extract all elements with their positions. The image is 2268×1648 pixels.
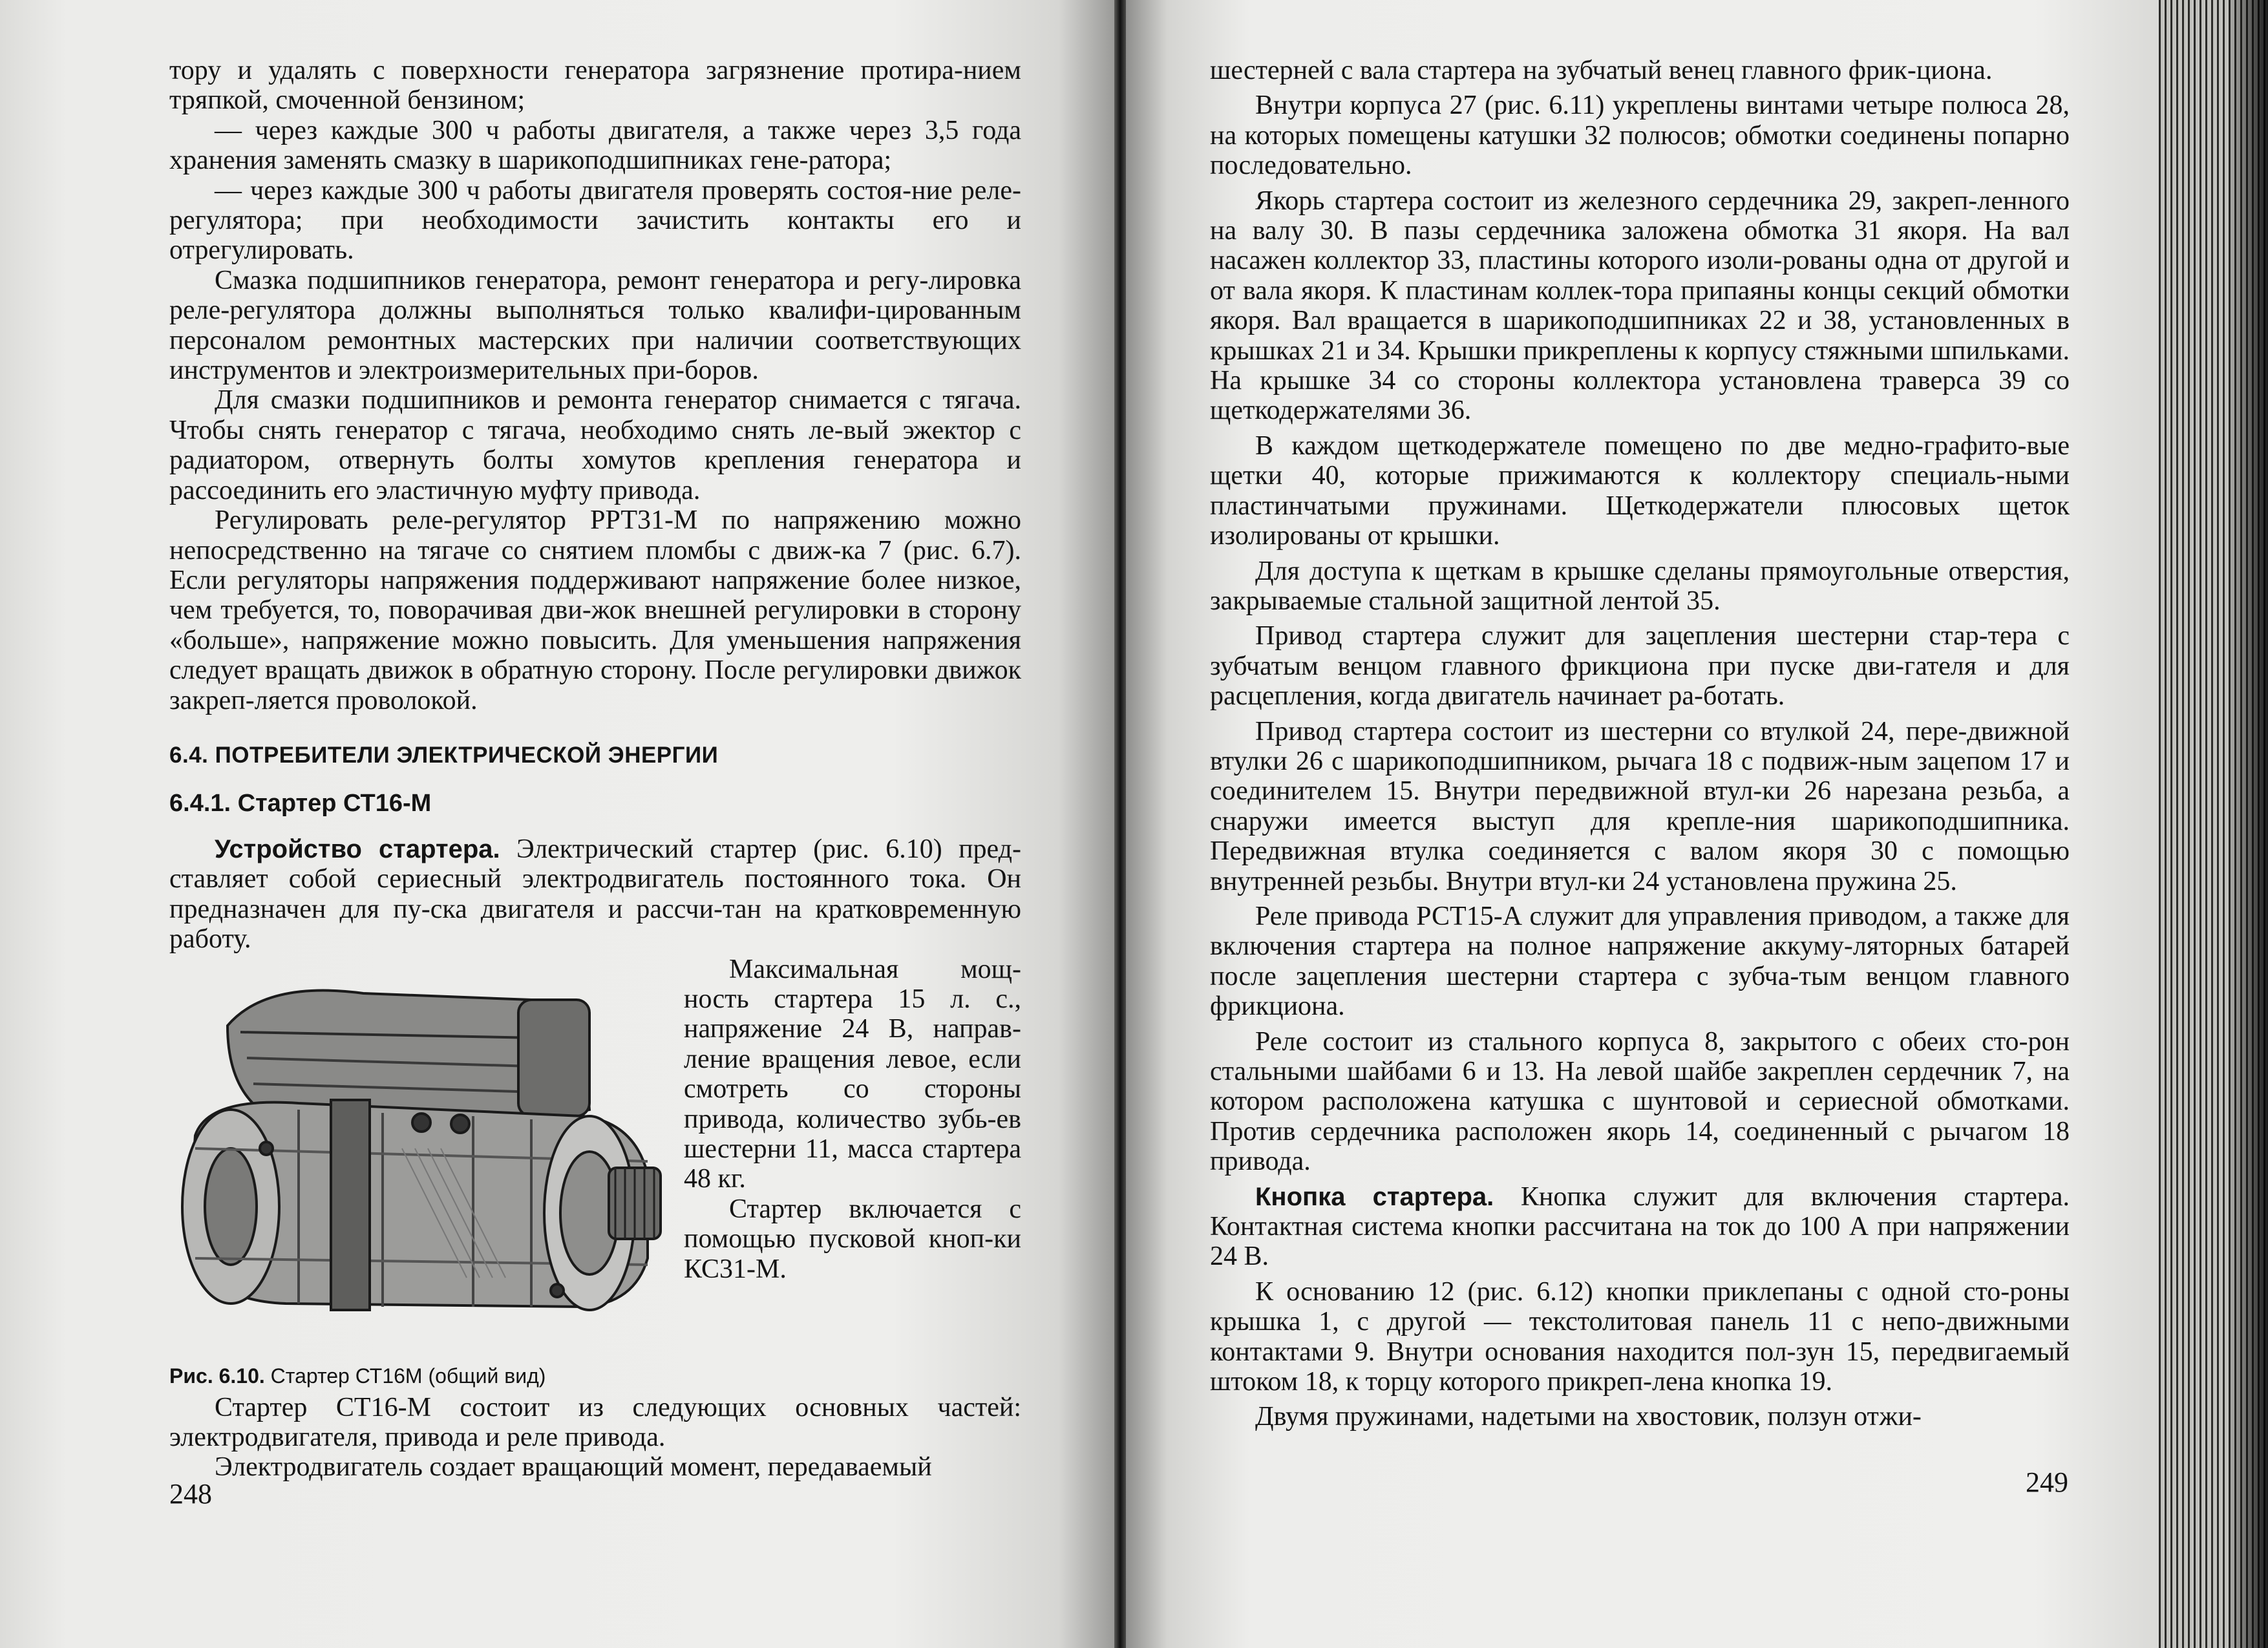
run-in-heading: Кнопка стартера. (1255, 1182, 1494, 1211)
paragraph: Якорь стартера состоит из железного сердечника 29, закреп-ленного на валу 30. В пазы сердечника заложена обмотка 31 якоря. На вал насажен коллектор 33, пластины которого изоли-рованы одна от другой и от вала якоря. К пластинам коллек-тора припаяны концы секций обмотки якоря. Вал вращается в шарикоподшипниках 22 и 38, установленных в крышках 21 и 34. Крышки прикреплены к корпусу стяжными шпильками. На крышке 34 со стороны коллектора установлена траверса 39 со щеткодержателями 36. (1210, 185, 2070, 426)
mount-bolt (551, 1284, 564, 1297)
page-number-left: 248 (169, 1478, 212, 1510)
paragraph: Двумя пружинами, надетыми на хвостовик, ползун отжи- (1255, 1402, 1922, 1432)
paragraph: Для доступа к щеткам в крышке сделаны прямоугольные отверстия, закрываемые стальной защитной лентой 35. (1210, 556, 2070, 616)
left-text-column (169, 56, 1021, 1483)
paragraph: Смазка подшипников генератора, ремонт генератора и регу-лировка реле-регулятора должны выполняться только квалифи-цированным персоналом ремонтных мастерских при наличии соответствующих инструментов и электроизмерительных при-боров. (169, 265, 1021, 386)
paragraph: Привод стартера состоит из шестерни со втулкой 24, пере-движной втулки 26 с шарикоподшипником, рычага 18 с подвиж-ным зацепом 17 и соединителем 15. Внутри передвижной втул-ки 26 нарезана резьба, а снаружи имеется выступ для крепле-ния шарикоподшипника. Передвижная втулка соединяется с валом якоря 30 с помощью внутренней резьбы. Внутри втул-ки 24 установлена пружина 25. (1210, 716, 2070, 896)
paragraph: тору и удалять с поверхности генератора загрязнение протира-нием тряпкой, смоченной бензином; (169, 56, 1021, 116)
paragraph: Внутри корпуса 27 (рис. 6.11) укреплены винтами четыре полюса 28, на которых помещены катушки 32 полюсов; обмотки соединены попарно последовательно. (1210, 90, 2070, 181)
terminal-bolt (451, 1115, 469, 1133)
paragraph-text: Кнопка служит для включения стартера. Контактная система кнопки рассчитана на ток до 100 А при напряжении 24 В. (1210, 1181, 2070, 1272)
book-gutter (1114, 0, 1126, 1648)
paragraph: Привод стартера служит для зацепления шестерни стар-тера с зубчатым венцом главного фрикциона при пуске дви-гателя и для расцепления, когда двигатель начинает ра-ботать. (1210, 621, 2070, 712)
clamp-band (331, 1100, 370, 1310)
paragraph: шестерней с вала стартера на зубчатый венец главного фрик-циона. (1210, 56, 1993, 85)
section-heading: 6.4. ПОТРЕБИТЕЛИ ЭЛЕКТРИЧЕСКОЙ ЭНЕРГИИ (169, 742, 719, 768)
page-number-right: 249 (2026, 1466, 2068, 1498)
terminal-bolt (412, 1114, 430, 1132)
subsection-heading: 6.4.1. Стартер СТ16-М (169, 789, 432, 817)
paragraph-starter-device (169, 834, 1021, 955)
paragraph: Максимальная мощ-ность стартера 15 л. с., напряжение 24 В, направ-ление вращения левое, если смотреть со стороны привода, количество зубь-ев шестерни 11, масса стартера 48 кг. (684, 954, 1021, 1194)
paragraph-starter-button (1210, 1182, 2070, 1272)
paragraph: Реле состоит из стального корпуса 8, закрытого с обеих сто-рон стальными шайбами 6 и 13. На левой шайбе закреплен сердечник 7, на котором расположена катушка с шунтовой и сериесной обмотками. Против сердечника расположен якорь 14, соединенный с рычагом 18 привода. (1210, 1026, 2070, 1177)
figure-starter-st16m (169, 955, 668, 1389)
figure-caption-text: Стартер СТ16М (общий вид) (264, 1364, 546, 1388)
figure-caption (169, 1363, 668, 1389)
paragraph-text: Электрический стартер (рис. 6.10) пред-ставляет собой сериесный электродвигатель постоянного тока. Он предназначен для пу-ска двигателя и рассчи-тан на кратковременную работу. (169, 834, 1021, 955)
paragraph: Стартер включается с помощью пусковой кноп-ки КС31-М. (684, 1194, 1021, 1284)
paragraph: — через каждые 300 ч работы двигателя проверять состоя-ние реле-регулятора; при необходимости зачистить контакты его и отрегулировать. (169, 175, 1021, 266)
paragraph: Электродвигатель создает вращающий момент, передаваемый (215, 1452, 932, 1483)
paragraph: К основанию 12 (рис. 6.12) кнопки приклепаны с одной сто-роны крышка 1, с другой — текстолитовая панель 11 с непо-движными контактами 9. Внутри основания находится пол-зун 15, передвигаемый штоком 18, к торцу которого прикреп-лена кнопка 19. (1210, 1276, 2070, 1397)
paragraph: В каждом щеткодержателе помещено по две медно-графито-вые щетки 40, которые прижимаются к коллектору специаль-ными пластинчатыми пружинами. Щеткодержатели плюсовых щеток изолированы от крышки. (1210, 430, 2070, 551)
paragraph: Для смазки подшипников и ремонта генератор снимается с тягача. Чтобы снять генератор с тягача, необходимо снять ле-вый эжектор с радиатором, отвернуть болты хомутов крепления генератора и рассоединить его эластичную муфту привода. (169, 385, 1021, 505)
right-text-column (1210, 56, 2070, 1432)
mount-bolt (260, 1142, 273, 1155)
paragraph: Регулировать реле-регулятор РРТ31-М по напряжению можно непосредственно на тягаче со снятием пломбы с движ-ка 7 (рис. 6.7). Если регуляторы напряжения поддерживают напряжение более низкое, чем требуется, то, поворачивая дви-жок внешней регулировки в сторону «больше», напряжение можно повысить. Для уменьшения напряжения следует вращать движок в обратную сторону. После регулировки движок закреп-ляется проволокой. (169, 505, 1021, 715)
starter-illustration (169, 955, 668, 1316)
relay-cap (518, 1000, 589, 1116)
figure-label: Рис. 6.10. (169, 1364, 265, 1388)
page-edge-stack (2159, 0, 2268, 1648)
run-in-heading: Устройство стартера. (215, 834, 500, 863)
paragraph: Стартер СТ16-М состоит из следующих основных частей: электродвигателя, привода и реле привода. (169, 1392, 1021, 1452)
paragraph: Реле привода РСТ15-А служит для управления приводом, а также для включения стартера на полное напряжение аккуму-ляторных батарей после зацепления шестерни стартера с зубча-тым венцом главного фрикциона. (1210, 901, 2070, 1022)
paragraph: — через каждые 300 ч работы двигателя, а также через 3,5 года хранения заменять смазку в шарикоподшипниках гене-ратора; (169, 115, 1021, 176)
